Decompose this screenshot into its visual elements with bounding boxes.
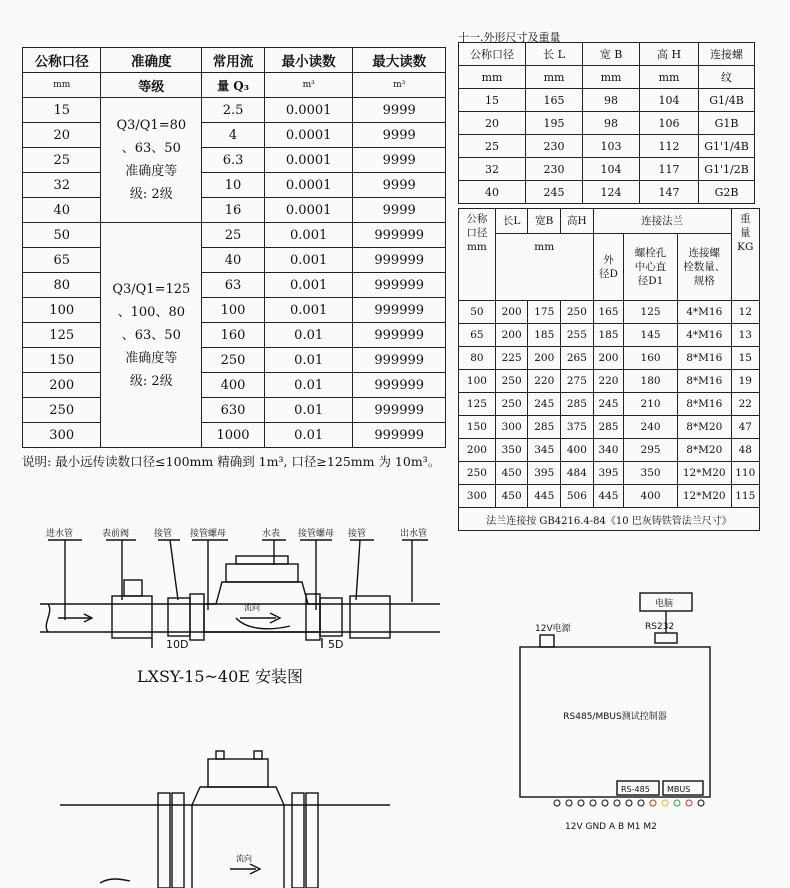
cell-min-read: 0.001: [264, 223, 353, 248]
table-row: [459, 462, 760, 485]
cell-width: 220: [528, 370, 561, 393]
t3-header-len: 长L: [495, 209, 528, 234]
cell-thread: G1/4B: [699, 89, 755, 112]
cell-max-read: 999999: [353, 298, 446, 323]
cell-length: 300: [495, 416, 528, 439]
cell-dn: 125: [459, 393, 496, 416]
label-outlet-pipe: 出水管: [400, 529, 428, 539]
cell-dn: 15: [459, 89, 526, 112]
subheader-flow: 量 Q₃: [202, 73, 265, 98]
cell-min-read: 0.001: [264, 248, 353, 273]
controller-title: RS485/MBUS测试控制器: [563, 712, 667, 722]
flange-flow-label: 流向: [236, 854, 252, 863]
table-row: [459, 439, 760, 462]
accuracy-line: Q3/Q1=125: [112, 281, 191, 297]
t3-header-wid: 宽B: [528, 209, 561, 234]
spec-table-accuracy: [22, 47, 446, 448]
cell-outer-d: 165: [593, 301, 624, 324]
table-row: [459, 135, 755, 158]
cell-length: 200: [495, 324, 528, 347]
cell-height: 255: [561, 324, 594, 347]
cell-max-read: 9999: [353, 198, 446, 223]
controller-diagram: [505, 585, 745, 845]
t2-sub-len: mm: [526, 66, 583, 89]
cell-max-read: 9999: [353, 123, 446, 148]
table-row: [23, 223, 446, 248]
table-row: [23, 148, 446, 173]
cell-width: 200: [528, 347, 561, 370]
installation-diagram: [40, 520, 440, 690]
cell-flow: 630: [202, 398, 265, 423]
cell-thread: G1'1/2B: [699, 158, 755, 181]
cell-bolts: 8*M16: [677, 370, 731, 393]
cell-dn: 20: [459, 112, 526, 135]
cell-dn: 32: [23, 173, 101, 198]
cell-max-read: 9999: [353, 98, 446, 123]
cell-width: 185: [528, 324, 561, 347]
t3-h-w-2: 量: [740, 227, 751, 239]
header-dn: 公称口径: [23, 48, 101, 73]
table-row: [23, 198, 446, 223]
cell-dn: 65: [459, 324, 496, 347]
t2-sub-thread: 纹: [699, 66, 755, 89]
table-row: [459, 370, 760, 393]
accuracy-line: 、63、50: [121, 141, 181, 156]
t3-h-dn-3: mm: [466, 241, 487, 253]
cell-height: 375: [561, 416, 594, 439]
cell-width: 98: [583, 89, 640, 112]
cell-bolt-d1: 210: [624, 393, 678, 416]
cell-width: 98: [583, 112, 640, 135]
t3-header-outer: [593, 234, 624, 301]
t2-header-len: 长 L: [526, 43, 583, 66]
cell-bolts: 8*M20: [677, 416, 731, 439]
table-row: [459, 324, 760, 347]
t3-h-dn-1: 公称: [466, 213, 488, 225]
t2-sub-dn: mm: [459, 66, 526, 89]
accuracy-line: 级: 2级: [129, 187, 173, 202]
cell-bolt-d1: 125: [624, 301, 678, 324]
cell-dn: 100: [23, 298, 101, 323]
table-row: [23, 423, 446, 448]
cell-length: 250: [495, 370, 528, 393]
cell-dn: 40: [23, 198, 101, 223]
cell-dn: 300: [23, 423, 101, 448]
port-rs485: RS-485: [621, 785, 650, 794]
cell-dn: 100: [459, 370, 496, 393]
table-row: [459, 158, 755, 181]
cell-length: 245: [526, 181, 583, 204]
accuracy-line: 准确度等: [125, 164, 178, 179]
terminal-labels: 12V GND A B M1 M2: [565, 822, 657, 832]
cell-max-read: 999999: [353, 373, 446, 398]
table-row: [459, 485, 760, 508]
cell-accuracy-class: [101, 98, 202, 223]
cell-flow: 100: [202, 298, 265, 323]
cell-flow: 40: [202, 248, 265, 273]
cell-width: 104: [583, 158, 640, 181]
cell-dn: 15: [23, 98, 101, 123]
cell-dn: 80: [23, 273, 101, 298]
table-row: [459, 181, 755, 204]
cell-weight: 12: [731, 301, 759, 324]
cell-flow: 160: [202, 323, 265, 348]
t3-header-conn: [677, 234, 731, 301]
cell-min-read: 0.0001: [264, 123, 353, 148]
cell-bolt-d1: 350: [624, 462, 678, 485]
cell-bolt-d1: 160: [624, 347, 678, 370]
cell-dn: 150: [459, 416, 496, 439]
cell-bolts: 4*M16: [677, 324, 731, 347]
mark-5d: 5D: [328, 638, 344, 651]
cell-length: 250: [495, 393, 528, 416]
cell-dn: 32: [459, 158, 526, 181]
cell-height: 106: [640, 112, 699, 135]
t3-footer: 法兰连接按 GB4216.4-84《10 巴灰铸铁管法兰尺寸》: [459, 508, 760, 531]
t3-h-c-2: 栓数量、: [683, 261, 726, 273]
cell-width: 345: [528, 439, 561, 462]
cell-outer-d: 340: [593, 439, 624, 462]
t3-header-dn: [459, 209, 496, 301]
cell-bolts: 12*M20: [677, 485, 731, 508]
cell-bolt-d1: 400: [624, 485, 678, 508]
t3-header-bolt: [624, 234, 678, 301]
table-row: [459, 393, 760, 416]
cell-max-read: 9999: [353, 173, 446, 198]
cell-length: 350: [495, 439, 528, 462]
cell-flow: 4: [202, 123, 265, 148]
table-row: [23, 273, 446, 298]
t3-header-mm: mm: [495, 234, 593, 301]
header-accuracy: 准确度: [101, 48, 202, 73]
header-min-read: 最小读数: [264, 48, 353, 73]
table-row: [23, 98, 446, 123]
subheader-dn: mm: [23, 73, 101, 98]
accuracy-line: Q3/Q1=80: [116, 118, 187, 133]
rs232-label: RS232: [645, 622, 675, 632]
cell-dn: 125: [23, 323, 101, 348]
cell-bolts: 8*M16: [677, 347, 731, 370]
cell-length: 230: [526, 158, 583, 181]
install-caption: LXSY-15~40E 安装图: [136, 667, 304, 686]
table-row: [23, 123, 446, 148]
t3-h-w-1: 重: [740, 213, 751, 225]
port-mbus: MBUS: [667, 785, 691, 794]
cell-min-read: 0.001: [264, 298, 353, 323]
cell-dn: 250: [459, 462, 496, 485]
cell-flow: 16: [202, 198, 265, 223]
t3-h-b-1: 螺栓孔: [634, 247, 667, 259]
cell-bolt-d1: 295: [624, 439, 678, 462]
cell-flow: 250: [202, 348, 265, 373]
cell-dn: 250: [23, 398, 101, 423]
cell-weight: 19: [731, 370, 759, 393]
t3-h-o-2: 径D: [599, 268, 618, 280]
cell-dn: 25: [459, 135, 526, 158]
subheader-accuracy: 等级: [101, 73, 202, 98]
cell-dn: 25: [23, 148, 101, 173]
flow-label: 流向: [244, 603, 260, 612]
table-row: [23, 298, 446, 323]
cell-dn: 20: [23, 123, 101, 148]
cell-weight: 22: [731, 393, 759, 416]
t3-h-w-3: KG: [737, 241, 754, 253]
cell-width: 285: [528, 416, 561, 439]
cell-height: 265: [561, 347, 594, 370]
cell-flow: 6.3: [202, 148, 265, 173]
t3-h-b-2: 中心直: [634, 261, 667, 273]
cell-outer-d: 245: [593, 393, 624, 416]
t2-sub-wid: mm: [583, 66, 640, 89]
pc-label: 电脑: [655, 599, 674, 609]
table-row: [23, 323, 446, 348]
cell-length: 225: [495, 347, 528, 370]
cell-height: 104: [640, 89, 699, 112]
cell-bolts: 12*M20: [677, 462, 731, 485]
cell-weight: 15: [731, 347, 759, 370]
accuracy-line: 级: 2级: [129, 373, 173, 389]
table-row: [23, 348, 446, 373]
table-row: [459, 416, 760, 439]
flange-meter-diagram: [60, 745, 390, 888]
t3-h-o-1: 外: [603, 254, 614, 266]
table-row: [459, 347, 760, 370]
cell-thread: G2B: [699, 181, 755, 204]
label-nut-right: 接管螺母: [298, 529, 335, 539]
cell-max-read: 999999: [353, 348, 446, 373]
cell-outer-d: 395: [593, 462, 624, 485]
label-pipe-left: 接管: [154, 529, 173, 539]
cell-bolts: 8*M20: [677, 439, 731, 462]
dimension-table-threaded: [458, 42, 755, 204]
cell-length: 165: [526, 89, 583, 112]
cell-weight: 47: [731, 416, 759, 439]
label-nut-left: 接管螺母: [190, 529, 227, 539]
header-flow: 常用流: [202, 48, 265, 73]
cell-flow: 25: [202, 223, 265, 248]
power-label: 12V电源: [535, 624, 571, 634]
cell-max-read: 999999: [353, 273, 446, 298]
cell-width: 175: [528, 301, 561, 324]
cell-dn: 150: [23, 348, 101, 373]
cell-max-read: 999999: [353, 223, 446, 248]
cell-min-read: 0.01: [264, 398, 353, 423]
label-meter: 水表: [262, 529, 281, 539]
cell-dn: 200: [23, 373, 101, 398]
cell-length: 195: [526, 112, 583, 135]
cell-bolts: 4*M16: [677, 301, 731, 324]
accuracy-line: 、63、50: [121, 327, 181, 343]
t2-header-hei: 高 H: [640, 43, 699, 66]
cell-flow: 400: [202, 373, 265, 398]
table-row: [459, 112, 755, 135]
t2-header-thread: 连接螺: [699, 43, 755, 66]
t2-header-wid: 宽 B: [583, 43, 640, 66]
cell-height: 250: [561, 301, 594, 324]
cell-outer-d: 285: [593, 416, 624, 439]
table-row: [23, 173, 446, 198]
cell-bolt-d1: 145: [624, 324, 678, 347]
cell-min-read: 0.01: [264, 348, 353, 373]
table-row: [23, 398, 446, 423]
t3-header-hei: 高H: [561, 209, 594, 234]
cell-max-read: 999999: [353, 323, 446, 348]
table-row: [459, 89, 755, 112]
cell-dn: 40: [459, 181, 526, 204]
cell-height: 285: [561, 393, 594, 416]
cell-dn: 80: [459, 347, 496, 370]
cell-height: 147: [640, 181, 699, 204]
label-inlet-pipe: 进水管: [46, 529, 74, 539]
cell-max-read: 999999: [353, 423, 446, 448]
cell-height: 400: [561, 439, 594, 462]
cell-outer-d: 220: [593, 370, 624, 393]
cell-thread: G1B: [699, 112, 755, 135]
cell-bolt-d1: 240: [624, 416, 678, 439]
subheader-max-read: m³: [353, 73, 446, 98]
cell-outer-d: 200: [593, 347, 624, 370]
cell-weight: 115: [731, 485, 759, 508]
label-pipe-right: 接管: [348, 529, 367, 539]
cell-flow: 10: [202, 173, 265, 198]
dimension-table-flanged: [458, 208, 760, 531]
cell-dn: 65: [23, 248, 101, 273]
table-note: 说明: 最小远传读数口径≤100mm 精确到 1m³, 口径≥125mm 为 10m³。: [22, 454, 441, 469]
cell-max-read: 999999: [353, 398, 446, 423]
cell-width: 245: [528, 393, 561, 416]
header-max-read: 最大读数: [353, 48, 446, 73]
cell-min-read: 0.0001: [264, 148, 353, 173]
cell-min-read: 0.0001: [264, 98, 353, 123]
cell-weight: 13: [731, 324, 759, 347]
t3-h-c-3: 规格: [693, 275, 715, 287]
t3-h-b-3: 径D1: [637, 275, 664, 287]
t2-header-dn: 公称口径: [459, 43, 526, 66]
cell-length: 230: [526, 135, 583, 158]
cell-outer-d: 185: [593, 324, 624, 347]
accuracy-line: 、100、80: [117, 304, 185, 320]
cell-min-read: 0.01: [264, 373, 353, 398]
cell-dn: 200: [459, 439, 496, 462]
subheader-min-read: m³: [264, 73, 353, 98]
t3-h-dn-2: 口径: [466, 227, 488, 239]
cell-outer-d: 445: [593, 485, 624, 508]
cell-width: 395: [528, 462, 561, 485]
table-row: [23, 248, 446, 273]
cell-dn: 50: [23, 223, 101, 248]
cell-length: 200: [495, 301, 528, 324]
t3-h-c-1: 连接螺: [688, 247, 720, 259]
cell-min-read: 0.01: [264, 323, 353, 348]
table-row: [23, 373, 446, 398]
mark-10d: 10D: [166, 638, 189, 651]
cell-max-read: 9999: [353, 148, 446, 173]
t2-sub-hei: mm: [640, 66, 699, 89]
cell-height: 117: [640, 158, 699, 181]
cell-width: 445: [528, 485, 561, 508]
label-front-valve: 表前阀: [102, 529, 130, 539]
cell-min-read: 0.01: [264, 423, 353, 448]
cell-flow: 63: [202, 273, 265, 298]
t3-header-flange: 连接法兰: [593, 209, 731, 234]
accuracy-line: 准确度等: [125, 350, 178, 366]
cell-min-read: 0.001: [264, 273, 353, 298]
cell-height: 112: [640, 135, 699, 158]
cell-height: 275: [561, 370, 594, 393]
cell-bolts: 8*M16: [677, 393, 731, 416]
table-row: [459, 301, 760, 324]
cell-weight: 48: [731, 439, 759, 462]
cell-thread: G1'1/4B: [699, 135, 755, 158]
cell-flow: 1000: [202, 423, 265, 448]
cell-flow: 2.5: [202, 98, 265, 123]
section-title: 十一.外形尺寸及重量: [458, 31, 561, 44]
cell-height: 484: [561, 462, 594, 485]
cell-width: 124: [583, 181, 640, 204]
cell-bolt-d1: 180: [624, 370, 678, 393]
cell-height: 506: [561, 485, 594, 508]
cell-weight: 110: [731, 462, 759, 485]
cell-min-read: 0.0001: [264, 173, 353, 198]
cell-length: 450: [495, 485, 528, 508]
cell-min-read: 0.0001: [264, 198, 353, 223]
cell-max-read: 999999: [353, 248, 446, 273]
cell-width: 103: [583, 135, 640, 158]
cell-dn: 50: [459, 301, 496, 324]
cell-dn: 300: [459, 485, 496, 508]
t3-header-weight: [731, 209, 759, 301]
cell-length: 450: [495, 462, 528, 485]
cell-accuracy-class: [101, 223, 202, 448]
